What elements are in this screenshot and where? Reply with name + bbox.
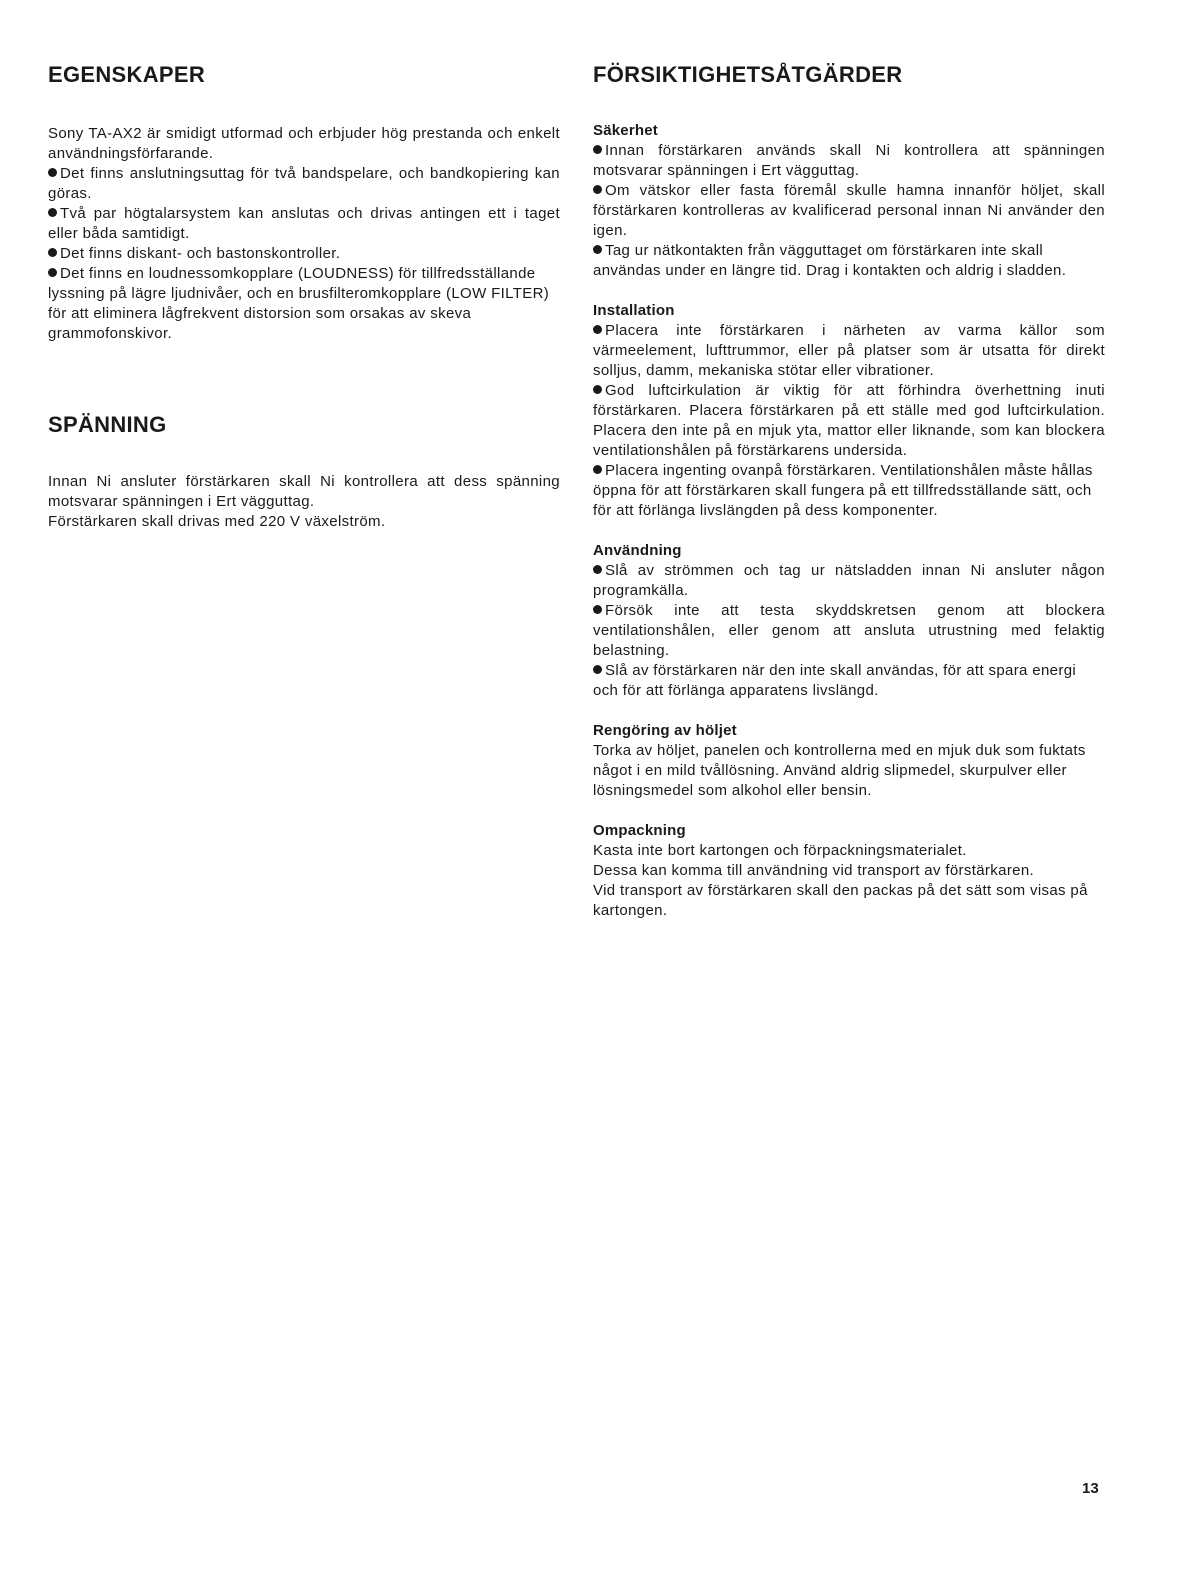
egenskaper-bullet: Det finns anslutningsuttag för två bandspelare, och bandkopiering kan göras. xyxy=(48,165,560,202)
anvandning-bullet: Försök inte att testa skyddskretsen genom att blockera ventilationshålen, eller genom att ansluta utrustning med felaktig belastning. xyxy=(593,602,1105,659)
section-installation xyxy=(593,301,1105,521)
subheading-ompackning: Ompackning xyxy=(593,822,686,839)
egenskaper-bullet: Det finns diskant- och bastonskontroller. xyxy=(48,244,560,264)
installation-bullet: Placera ingenting ovanpå förstärkaren. Ventilationshålen måste hållas öppna för att förstärkaren skall fungera på ett tillfredsställande sätt, och för att förlänga livslängden på dess komponenter. xyxy=(593,461,1105,521)
egenskaper-bullet: Två par högtalarsystem kan anslutas och drivas antingen ett i taget eller båda samtidigt. xyxy=(48,205,560,242)
forsiktighet-body xyxy=(593,121,1105,941)
installation-bullet: Placera inte förstärkaren i närheten av varma källor som värmeelement, lufttrummor, eller på platser som är utsatta för direkt solljus, damm, mekaniska stötar eller vibrationer. xyxy=(593,322,1105,379)
spanning-body xyxy=(48,472,560,532)
rengoring-text: Torka av höljet, panelen och kontrollerna med en mjuk duk som fuktats något i en mild tvållösning. Använd aldrig slipmedel, skurpulver eller lösningsmedel som alkohol eller bensin. xyxy=(593,742,1086,799)
egenskaper-body xyxy=(48,124,560,344)
subheading-installation: Installation xyxy=(593,302,675,319)
section-anvandning xyxy=(593,541,1105,701)
subheading-anvandning: Användning xyxy=(593,542,682,559)
section-rengoring xyxy=(593,721,1105,801)
section-sakerhet xyxy=(593,121,1105,281)
ompackning-line: Vid transport av förstärkaren skall den packas på det sätt som visas på kartongen. xyxy=(593,882,1088,919)
heading-spanning: SPÄNNING xyxy=(48,412,167,437)
heading-egenskaper: EGENSKAPER xyxy=(48,62,206,87)
spanning-paragraph: Innan Ni ansluter förstärkaren skall Ni kontrollera att dess spänning motsvarar spänningen i Ert vägguttag. xyxy=(48,473,560,510)
installation-bullet: God luftcirkulation är viktig för att förhindra överhettning inuti förstärkaren. Placera förstärkaren på ett ställe med god luftcirkulation. Placera den inte på en mjuk yta, mattor eller liknande, som kan blockera ventilationshålen på förstärkarens undersida. xyxy=(593,382,1105,459)
ompackning-line: Kasta inte bort kartongen och förpackningsmaterialet. xyxy=(593,842,967,859)
subheading-sakerhet: Säkerhet xyxy=(593,122,658,139)
sakerhet-bullet: Tag ur nätkontakten från vägguttaget om förstärkaren inte skall användas under en längre tid. Drag i kontakten och aldrig i sladden. xyxy=(593,241,1105,281)
sakerhet-bullet: Om vätskor eller fasta föremål skulle hamna innanför höljet, skall förstärkaren kontrolleras av kvalificerad personal innan Ni använder den igen. xyxy=(593,182,1105,239)
anvandning-bullet: Slå av strömmen och tag ur nätsladden innan Ni ansluter någon programkälla. xyxy=(593,562,1105,599)
heading-forsiktighetsatgarder: FÖRSIKTIGHETSÅTGÄRDER xyxy=(593,62,903,87)
egenskaper-bullet: Det finns en loudnessomkopplare (LOUDNESS) för tillfredsställande lyssning på lägre ljudnivåer, och en brusfilteromkopplare (LOW FILTER) för att eliminera lågfrekvent distorsion som orsakas av skeva grammofonskivor. xyxy=(48,264,560,344)
section-ompackning xyxy=(593,821,1105,921)
spanning-paragraph: Förstärkaren skall drivas med 220 V växelström. xyxy=(48,513,386,530)
sakerhet-bullet: Innan förstärkaren används skall Ni kontrollera att spänningen motsvarar spänningen i Ert vägguttag. xyxy=(593,142,1105,179)
subheading-rengoring: Rengöring av höljet xyxy=(593,722,737,739)
page-number: 13 xyxy=(1082,1480,1099,1497)
ompackning-line: Dessa kan komma till användning vid transport av förstärkaren. xyxy=(593,862,1035,879)
egenskaper-intro: Sony TA-AX2 är smidigt utformad och erbjuder hög prestanda och enkelt användningsförfarande. xyxy=(48,125,560,162)
anvandning-bullet: Slå av förstärkaren när den inte skall användas, för att spara energi och för att förlänga apparatens livslängd. xyxy=(593,661,1105,701)
